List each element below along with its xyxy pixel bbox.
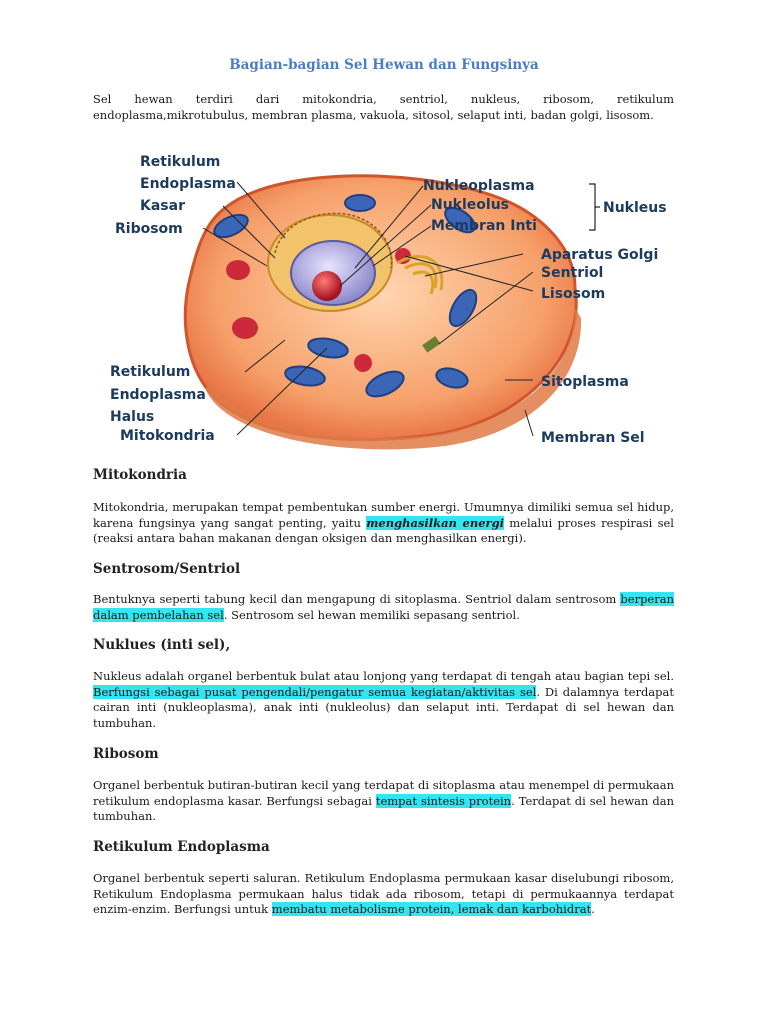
heading-nukleus: Nuklues (inti sel), (93, 637, 231, 653)
label-nukleoplasma: Nukleoplasma (423, 178, 535, 194)
label-aparatus-golgi: Aparatus Golgi (541, 247, 659, 263)
paragraph-ribosom: Organel berbentuk butiran-butiran kecil yang terdapat di sitoplasma atau menempel di permukaan retikulum endoplasma kasar. Berfungsi sebagai tempat sintesis protein. Terdapat di sel hewan dan tumbuhan. (93, 778, 674, 823)
highlight-sentriol: berperan dalam pembelahan sel (93, 592, 674, 622)
label-membran-sel: Membran Sel (541, 430, 645, 446)
label-sentriol: Sentriol (541, 265, 604, 281)
highlight-retikulum: membatu metabolisme protein, lemak dan karbohidrat (271, 902, 592, 916)
paragraph-retikulum: Organel berbentuk seperti saluran. Retikulum Endoplasma permukaan kasar diselubungi ribosom, Retikulum Endoplasma permukaan halus tidak ada ribosom, tetapi di permukaannya terdapat enzim-enzim. Berfungsi untuk membatu metabolisme protein, lemak dan karbohidrat. (93, 871, 674, 916)
label-ribosom: Ribosom (115, 221, 183, 237)
highlight-ribosom: tempat sintesis protein (375, 793, 512, 808)
heading-sentriol: Sentrosom/Sentriol (93, 561, 241, 577)
intro-paragraph: Sel hewan terdiri dari mitokondria, sentriol, nukleus, ribosom, retikulum endoplasma,mikrotubulus, membran plasma, vakuola, sitosol, selaput inti, badan golgi, lisosom. (93, 92, 674, 122)
label-nukleus: Nukleus (603, 200, 667, 216)
label-retikulum-halus-1: Retikulum (110, 364, 191, 380)
label-retikulum-kasar-3: Kasar (140, 198, 185, 214)
label-mitokondria: Mitokondria (120, 428, 215, 444)
page-title: Bagian-bagian Sel Hewan dan Fungsinya (229, 57, 539, 73)
label-nukleolus: Nukleolus (431, 197, 510, 213)
heading-mitokondria: Mitokondria (93, 467, 187, 483)
label-retikulum-kasar-1: Retikulum (140, 154, 221, 170)
label-retikulum-kasar-2: Endoplasma (140, 176, 236, 192)
paragraph-mitokondria: Mitokondria, merupakan tempat pembentukan sumber energi. Umumnya dimiliki semua sel hidup, karena fungsinya yang sangat penting, yaitu menghasilkan energi melalui proses respirasi sel (reaksi antara bahan makanan dengan oksigen dan menghasilkan energi). (93, 500, 674, 545)
animal-cell-diagram (105, 148, 690, 453)
label-lisosom: Lisosom (541, 286, 606, 302)
nukleus-bracket (589, 184, 600, 230)
label-retikulum-halus-2: Endoplasma (110, 387, 206, 403)
paragraph-nukleus: Nukleus adalah organel berbentuk bulat atau lonjong yang terdapat di tengah atau bagian tepi sel. Berfungsi sebagai pusat pengendali/pengatur semua kegiatan/aktivitas sel. Di dalamnya terdapat cairan inti (nukleoplasma), anak inti (nukleolus) dan selaput inti. Terdapat di sel hewan dan tumbuhan. (93, 669, 675, 730)
highlight-nukleus: Berfungsi sebagai pusat pengendali/pengatur semua kegiatan/aktivitas sel (93, 684, 537, 699)
label-sitoplasma: Sitoplasma (541, 374, 629, 390)
paragraph-sentriol: Bentuknya seperti tabung kecil dan mengapung di sitoplasma. Sentriol dalam sentrosom berperan dalam pembelahan sel. Sentrosom sel hewan memiliki sepasang sentriol. (93, 592, 674, 622)
label-retikulum-halus-3: Halus (110, 409, 155, 425)
highlight-mitokondria: menghasilkan energi (366, 515, 504, 530)
label-membran-inti: Membran Inti (431, 218, 537, 234)
heading-retikulum: Retikulum Endoplasma (93, 839, 270, 855)
nucleus (268, 213, 392, 311)
heading-ribosom: Ribosom (93, 746, 159, 762)
